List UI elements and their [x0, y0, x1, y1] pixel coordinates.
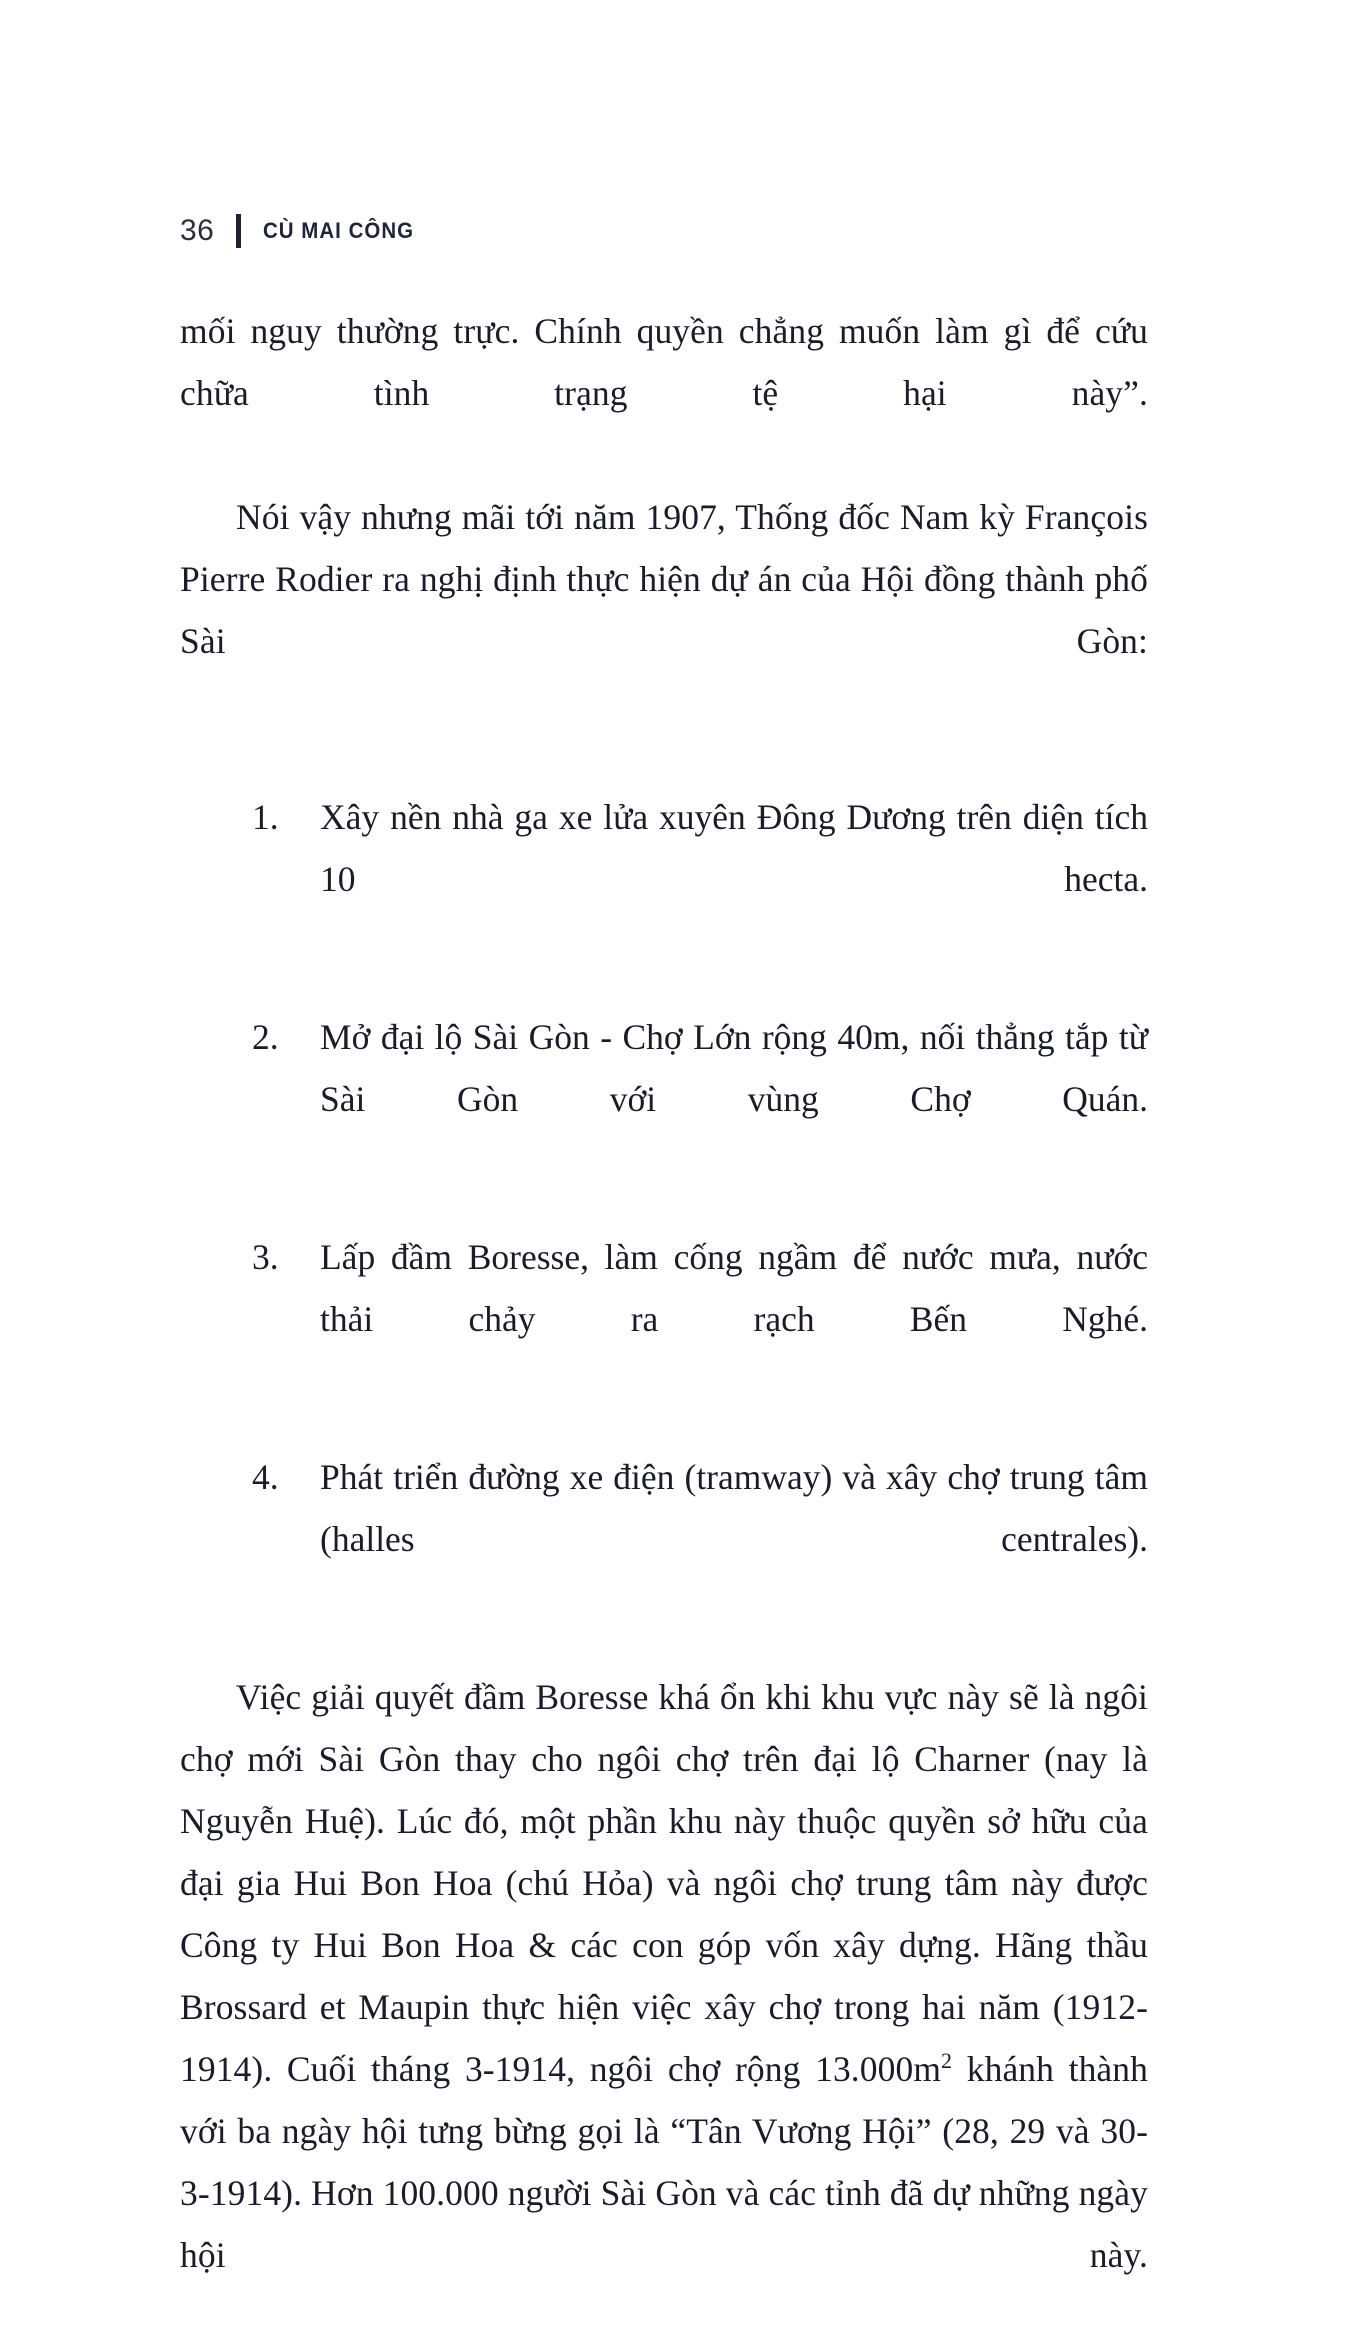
page-number: 36 [180, 214, 215, 247]
author-name: CÙ MAI CÔNG [263, 218, 415, 243]
list-spacer-top [180, 734, 1148, 756]
list-item [180, 1006, 1148, 1192]
list-item-marker: 4. [252, 1457, 279, 1497]
paragraph-market-history-part2: khánh thành với ba ngày hội tưng bừng gọi là “Tân Vương Hội” (28, 29 và 30-3-1914). Hơn 100.000 người Sài Gòn và các tỉnh đã dự những ngày hội này. [180, 2049, 1148, 2275]
header-divider-rule [236, 214, 241, 248]
list-item-marker: 3. [252, 1237, 279, 1277]
decree-项-list [180, 786, 1148, 1632]
list-item-marker: 2. [252, 1017, 279, 1057]
list-item-marker: 1. [252, 797, 279, 837]
list-item-text: Lấp đầm Boresse, làm cống ngầm để nước mưa, nước thải chảy ra rạch Bến Nghé. [320, 1237, 1148, 1339]
list-item [180, 1226, 1148, 1412]
list-item [180, 1446, 1148, 1632]
square-meter-superscript: 2 [941, 2048, 953, 2074]
paragraph-decree-intro: Nói vậy nhưng mãi tới năm 1907, Thống đốc Nam kỳ François Pierre Rodier ra nghị định thực hiện dự án của Hội đồng thành phố Sài Gòn: [180, 497, 1148, 661]
list-item-text: Xây nền nhà ga xe lửa xuyên Đông Dương trên diện tích 10 hecta. [320, 797, 1148, 899]
list-item-text: Phát triển đường xe điện (tramway) và xây chợ trung tâm (halles centrales). [320, 1457, 1148, 1559]
running-head [180, 208, 426, 254]
list-item-text: Mở đại lộ Sài Gòn - Chợ Lớn rộng 40m, nối thẳng tắp từ Sài Gòn với vùng Chợ Quán. [320, 1017, 1148, 1119]
paragraph-market-history [180, 1666, 1148, 2348]
body-text-block [180, 300, 1148, 2348]
list-spacer-bottom [180, 1632, 1148, 1666]
paragraph-continuation: mối nguy thường trực. Chính quyền chẳng muốn làm gì để cứu chữa tình trạng tệ hại này”. [180, 311, 1148, 413]
list-item [180, 786, 1148, 972]
paragraph-market-history-part1: Việc giải quyết đầm Boresse khá ổn khi khu vực này sẽ là ngôi chợ mới Sài Gòn thay cho ngôi chợ trên đại lộ Charner (nay là Nguyễn Huệ). Lúc đó, một phần khu này thuộc quyền sở hữu của đại gia Hui Bon Hoa (chú Hỏa) và ngôi chợ trung tâm này được Công ty Hui Bon Hoa & các con góp vốn xây dựng. Hãng thầu Brossard et Maupin thực hiện việc xây chợ trong hai năm (1912-1914). Cuối tháng 3-1914, ngôi chợ rộng 13.000m [180, 1677, 1148, 2089]
